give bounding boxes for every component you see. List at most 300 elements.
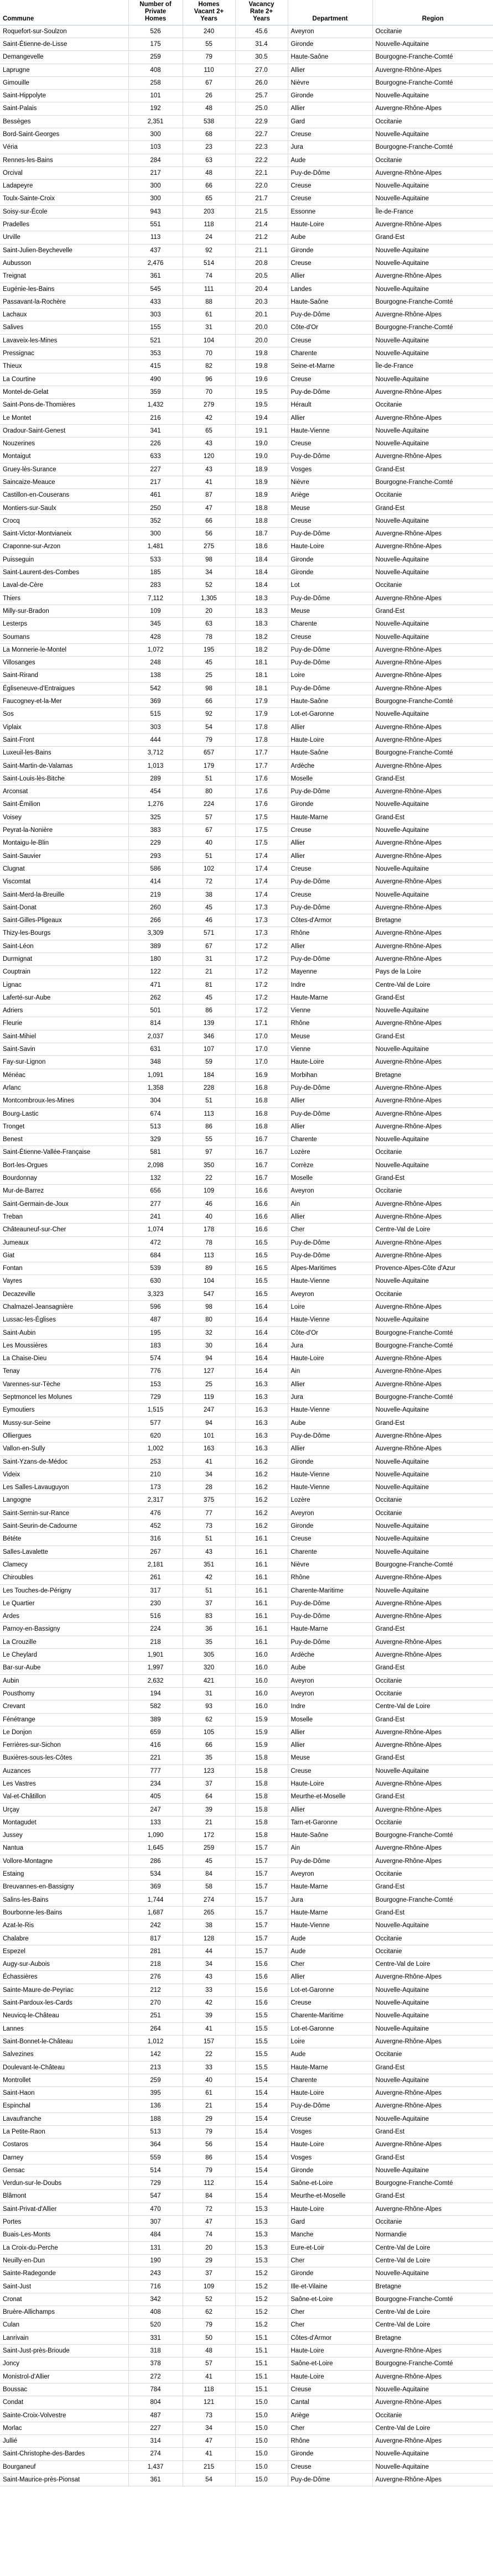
- cell-vacancy-rate[interactable]: 16.9: [235, 1069, 288, 1081]
- cell-private-homes[interactable]: 586: [128, 862, 183, 875]
- cell-vacancy-rate[interactable]: 16.1: [235, 1636, 288, 1648]
- table-row[interactable]: [0, 244, 493, 257]
- cell-region[interactable]: Centre-Val de Loire: [372, 2254, 493, 2267]
- cell-homes-vacant[interactable]: 59: [183, 1056, 235, 1069]
- table-row[interactable]: [0, 360, 493, 373]
- cell-department[interactable]: Puy-de-Dôme: [288, 901, 372, 914]
- cell-vacancy-rate[interactable]: 17.4: [235, 862, 288, 875]
- cell-commune[interactable]: Sainte-Croix-Volvestre: [0, 2409, 128, 2422]
- cell-commune[interactable]: Salins-les-Bains: [0, 1893, 128, 1906]
- cell-homes-vacant[interactable]: 74: [183, 270, 235, 283]
- cell-private-homes[interactable]: 490: [128, 373, 183, 386]
- table-row[interactable]: [0, 1700, 493, 1713]
- cell-vacancy-rate[interactable]: 18.2: [235, 631, 288, 643]
- cell-private-homes[interactable]: 221: [128, 1752, 183, 1765]
- table-row[interactable]: [0, 2112, 493, 2125]
- cell-region[interactable]: Bretagne: [372, 914, 493, 927]
- cell-region[interactable]: Auvergne-Rhône-Alpes: [372, 1803, 493, 1816]
- table-row[interactable]: [0, 1352, 493, 1365]
- cell-homes-vacant[interactable]: 63: [183, 154, 235, 166]
- cell-commune[interactable]: Chiroubles: [0, 1571, 128, 1584]
- table-row[interactable]: [0, 862, 493, 875]
- table-row[interactable]: [0, 2229, 493, 2241]
- table-row[interactable]: [0, 1906, 493, 1919]
- cell-commune[interactable]: Portes: [0, 2216, 128, 2229]
- cell-region[interactable]: Île-de-France: [372, 360, 493, 373]
- cell-region[interactable]: Nouvelle-Aquitaine: [372, 2074, 493, 2086]
- cell-region[interactable]: Nouvelle-Aquitaine: [372, 618, 493, 631]
- cell-private-homes[interactable]: 943: [128, 205, 183, 218]
- cell-region[interactable]: Bourgogne-Franche-Comté: [372, 1893, 493, 1906]
- column-header-vacancy-rate[interactable]: [235, 0, 288, 25]
- cell-commune[interactable]: Montagudet: [0, 1816, 128, 1829]
- table-row[interactable]: [0, 1326, 493, 1339]
- table-row[interactable]: [0, 1636, 493, 1648]
- cell-homes-vacant[interactable]: 66: [183, 514, 235, 527]
- cell-homes-vacant[interactable]: 45: [183, 1855, 235, 1867]
- cell-homes-vacant[interactable]: 61: [183, 309, 235, 321]
- cell-private-homes[interactable]: 361: [128, 270, 183, 283]
- cell-region[interactable]: Auvergne-Rhône-Alpes: [372, 1610, 493, 1623]
- cell-region[interactable]: Auvergne-Rhône-Alpes: [372, 953, 493, 965]
- cell-commune[interactable]: Égliseneuve-d'Entraigues: [0, 682, 128, 695]
- cell-private-homes[interactable]: 261: [128, 1571, 183, 1584]
- table-row[interactable]: [0, 1339, 493, 1352]
- cell-region[interactable]: Nouvelle-Aquitaine: [372, 244, 493, 257]
- cell-vacancy-rate[interactable]: 15.4: [235, 2151, 288, 2164]
- table-row[interactable]: [0, 991, 493, 1004]
- cell-private-homes[interactable]: 345: [128, 618, 183, 631]
- cell-homes-vacant[interactable]: 20: [183, 605, 235, 617]
- cell-region[interactable]: Grand-Est: [372, 502, 493, 514]
- cell-private-homes[interactable]: 266: [128, 914, 183, 927]
- cell-private-homes[interactable]: 101: [128, 90, 183, 102]
- cell-homes-vacant[interactable]: 65: [183, 192, 235, 205]
- cell-department[interactable]: Puy-de-Dôme: [288, 1081, 372, 1094]
- cell-commune[interactable]: La Monnerie-le-Montel: [0, 643, 128, 656]
- cell-commune[interactable]: Bourg-Lastic: [0, 1107, 128, 1120]
- cell-commune[interactable]: Saint-Martin-de-Valamas: [0, 759, 128, 772]
- cell-private-homes[interactable]: 342: [128, 2293, 183, 2306]
- cell-department[interactable]: Ain: [288, 1842, 372, 1855]
- cell-region[interactable]: Nouvelle-Aquitaine: [372, 1520, 493, 1533]
- cell-region[interactable]: Auvergne-Rhône-Alpes: [372, 102, 493, 115]
- cell-commune[interactable]: Saincaize-Meauce: [0, 476, 128, 489]
- table-row[interactable]: [0, 2409, 493, 2422]
- cell-department[interactable]: Haute-Saône: [288, 1829, 372, 1842]
- cell-vacancy-rate[interactable]: 18.7: [235, 528, 288, 540]
- cell-region[interactable]: Nouvelle-Aquitaine: [372, 1533, 493, 1545]
- cell-vacancy-rate[interactable]: 15.7: [235, 1893, 288, 1906]
- cell-region[interactable]: Occitanie: [372, 1494, 493, 1507]
- cell-homes-vacant[interactable]: 514: [183, 257, 235, 269]
- cell-vacancy-rate[interactable]: 15.5: [235, 2061, 288, 2074]
- table-row[interactable]: [0, 1210, 493, 1223]
- cell-department[interactable]: Vosges: [288, 463, 372, 476]
- cell-commune[interactable]: Lanrivain: [0, 2332, 128, 2344]
- cell-private-homes[interactable]: 487: [128, 1314, 183, 1326]
- cell-homes-vacant[interactable]: 101: [183, 1429, 235, 1442]
- table-row[interactable]: [0, 876, 493, 888]
- cell-vacancy-rate[interactable]: 16.4: [235, 1314, 288, 1326]
- cell-homes-vacant[interactable]: 42: [183, 1997, 235, 2010]
- cell-vacancy-rate[interactable]: 15.8: [235, 1803, 288, 1816]
- table-row[interactable]: [0, 1997, 493, 2010]
- cell-department[interactable]: Haute-Marne: [288, 811, 372, 824]
- cell-homes-vacant[interactable]: 45: [183, 991, 235, 1004]
- table-row[interactable]: [0, 2448, 493, 2460]
- cell-private-homes[interactable]: 577: [128, 1417, 183, 1429]
- cell-homes-vacant[interactable]: 73: [183, 1520, 235, 1533]
- cell-vacancy-rate[interactable]: 16.3: [235, 1404, 288, 1417]
- cell-homes-vacant[interactable]: 375: [183, 1494, 235, 1507]
- cell-private-homes[interactable]: 364: [128, 2138, 183, 2151]
- cell-vacancy-rate[interactable]: 20.0: [235, 321, 288, 334]
- cell-commune[interactable]: Ladapeyre: [0, 180, 128, 192]
- cell-homes-vacant[interactable]: 25: [183, 1378, 235, 1391]
- table-row[interactable]: [0, 1765, 493, 1777]
- cell-vacancy-rate[interactable]: 17.3: [235, 914, 288, 927]
- cell-homes-vacant[interactable]: 184: [183, 1069, 235, 1081]
- cell-homes-vacant[interactable]: 22: [183, 1172, 235, 1185]
- cell-vacancy-rate[interactable]: 31.4: [235, 38, 288, 50]
- cell-vacancy-rate[interactable]: 15.6: [235, 1971, 288, 1984]
- cell-region[interactable]: Auvergne-Rhône-Alpes: [372, 2370, 493, 2383]
- cell-commune[interactable]: Urville: [0, 231, 128, 244]
- cell-homes-vacant[interactable]: 104: [183, 334, 235, 347]
- cell-homes-vacant[interactable]: 56: [183, 2138, 235, 2151]
- cell-vacancy-rate[interactable]: 16.5: [235, 1249, 288, 1262]
- cell-department[interactable]: Charente-Maritime: [288, 1584, 372, 1597]
- cell-department[interactable]: Haute-Marne: [288, 1881, 372, 1893]
- cell-department[interactable]: Loire: [288, 669, 372, 682]
- cell-homes-vacant[interactable]: 119: [183, 1391, 235, 1404]
- cell-vacancy-rate[interactable]: 15.8: [235, 1816, 288, 1829]
- table-row[interactable]: [0, 270, 493, 283]
- cell-vacancy-rate[interactable]: 15.5: [235, 2035, 288, 2048]
- table-row[interactable]: [0, 1558, 493, 1571]
- table-row[interactable]: [0, 631, 493, 643]
- cell-homes-vacant[interactable]: 68: [183, 128, 235, 140]
- cell-commune[interactable]: Laval-de-Cère: [0, 579, 128, 592]
- cell-region[interactable]: Nouvelle-Aquitaine: [372, 2460, 493, 2473]
- cell-homes-vacant[interactable]: 86: [183, 2151, 235, 2164]
- cell-vacancy-rate[interactable]: 15.5: [235, 2022, 288, 2035]
- cell-commune[interactable]: Saint-Sauvier: [0, 850, 128, 862]
- cell-department[interactable]: Puy-de-Dôme: [288, 386, 372, 398]
- cell-vacancy-rate[interactable]: 18.8: [235, 502, 288, 514]
- cell-homes-vacant[interactable]: 81: [183, 979, 235, 991]
- table-row[interactable]: [0, 1107, 493, 1120]
- cell-homes-vacant[interactable]: 38: [183, 888, 235, 901]
- cell-department[interactable]: Puy-de-Dôme: [288, 309, 372, 321]
- cell-department[interactable]: Puy-de-Dôme: [288, 1636, 372, 1648]
- cell-region[interactable]: Centre-Val de Loire: [372, 1700, 493, 1713]
- cell-private-homes[interactable]: 1,687: [128, 1906, 183, 1919]
- cell-homes-vacant[interactable]: 54: [183, 2474, 235, 2486]
- cell-vacancy-rate[interactable]: 20.5: [235, 270, 288, 283]
- cell-commune[interactable]: Lesterps: [0, 618, 128, 631]
- table-row[interactable]: [0, 1971, 493, 1984]
- cell-department[interactable]: Haute-Loire: [288, 540, 372, 553]
- cell-department[interactable]: Haute-Vienne: [288, 1919, 372, 1932]
- cell-department[interactable]: Creuse: [288, 862, 372, 875]
- cell-private-homes[interactable]: 389: [128, 1713, 183, 1726]
- cell-department[interactable]: Aude: [288, 1945, 372, 1958]
- table-row[interactable]: [0, 1120, 493, 1133]
- cell-private-homes[interactable]: 461: [128, 489, 183, 502]
- cell-vacancy-rate[interactable]: 26.0: [235, 76, 288, 89]
- cell-region[interactable]: Nouvelle-Aquitaine: [372, 1043, 493, 1056]
- table-row[interactable]: [0, 1275, 493, 1288]
- cell-region[interactable]: Auvergne-Rhône-Alpes: [372, 1249, 493, 1262]
- cell-vacancy-rate[interactable]: 17.6: [235, 772, 288, 785]
- cell-homes-vacant[interactable]: 123: [183, 1765, 235, 1777]
- cell-department[interactable]: Rhône: [288, 2435, 372, 2448]
- table-row[interactable]: [0, 51, 493, 64]
- cell-commune[interactable]: Laprugne: [0, 64, 128, 76]
- cell-private-homes[interactable]: 2,098: [128, 1159, 183, 1172]
- cell-vacancy-rate[interactable]: 19.1: [235, 424, 288, 437]
- cell-homes-vacant[interactable]: 22: [183, 2048, 235, 2061]
- cell-department[interactable]: Puy-de-Dôme: [288, 528, 372, 540]
- cell-department[interactable]: Haute-Vienne: [288, 1404, 372, 1417]
- cell-commune[interactable]: Eymoutiers: [0, 1404, 128, 1417]
- cell-department[interactable]: Aveyron: [288, 1687, 372, 1700]
- cell-vacancy-rate[interactable]: 16.3: [235, 1378, 288, 1391]
- cell-private-homes[interactable]: 173: [128, 1481, 183, 1494]
- cell-vacancy-rate[interactable]: 16.8: [235, 1107, 288, 1120]
- cell-commune[interactable]: Thizy-les-Bourgs: [0, 927, 128, 940]
- cell-private-homes[interactable]: 122: [128, 966, 183, 979]
- cell-vacancy-rate[interactable]: 18.4: [235, 553, 288, 566]
- cell-homes-vacant[interactable]: 113: [183, 1249, 235, 1262]
- cell-department[interactable]: Allier: [288, 64, 372, 76]
- cell-homes-vacant[interactable]: 66: [183, 695, 235, 708]
- cell-homes-vacant[interactable]: 43: [183, 438, 235, 450]
- table-row[interactable]: [0, 669, 493, 682]
- cell-region[interactable]: Auvergne-Rhône-Alpes: [372, 2087, 493, 2100]
- cell-homes-vacant[interactable]: 21: [183, 1816, 235, 1829]
- cell-homes-vacant[interactable]: 89: [183, 1262, 235, 1275]
- cell-vacancy-rate[interactable]: 15.0: [235, 2448, 288, 2460]
- cell-private-homes[interactable]: 559: [128, 2151, 183, 2164]
- cell-commune[interactable]: Gimouille: [0, 76, 128, 89]
- cell-homes-vacant[interactable]: 39: [183, 1803, 235, 1816]
- table-row[interactable]: [0, 502, 493, 514]
- table-row[interactable]: [0, 2435, 493, 2448]
- cell-region[interactable]: Occitanie: [372, 1146, 493, 1159]
- cell-region[interactable]: Nouvelle-Aquitaine: [372, 1159, 493, 1172]
- cell-commune[interactable]: Lachaux: [0, 309, 128, 321]
- cell-homes-vacant[interactable]: 67: [183, 76, 235, 89]
- cell-department[interactable]: Moselle: [288, 1713, 372, 1726]
- cell-region[interactable]: Auvergne-Rhône-Alpes: [372, 1301, 493, 1314]
- cell-department[interactable]: Haute-Loire: [288, 218, 372, 231]
- cell-region[interactable]: Nouvelle-Aquitaine: [372, 192, 493, 205]
- cell-vacancy-rate[interactable]: 16.0: [235, 1687, 288, 1700]
- cell-homes-vacant[interactable]: 203: [183, 205, 235, 218]
- table-row[interactable]: [0, 1649, 493, 1662]
- cell-private-homes[interactable]: 103: [128, 141, 183, 154]
- cell-homes-vacant[interactable]: 56: [183, 528, 235, 540]
- cell-commune[interactable]: Les Moussières: [0, 1339, 128, 1352]
- cell-homes-vacant[interactable]: 43: [183, 1545, 235, 1558]
- cell-region[interactable]: Nouvelle-Aquitaine: [372, 1275, 493, 1288]
- cell-vacancy-rate[interactable]: 16.2: [235, 1494, 288, 1507]
- cell-vacancy-rate[interactable]: 15.9: [235, 1713, 288, 1726]
- table-row[interactable]: [0, 553, 493, 566]
- cell-region[interactable]: Bourgogne-Franche-Comté: [372, 1391, 493, 1404]
- cell-department[interactable]: Charente: [288, 1545, 372, 1558]
- cell-vacancy-rate[interactable]: 25.7: [235, 90, 288, 102]
- cell-homes-vacant[interactable]: 274: [183, 1893, 235, 1906]
- cell-homes-vacant[interactable]: 57: [183, 811, 235, 824]
- cell-department[interactable]: Rhône: [288, 1017, 372, 1030]
- cell-commune[interactable]: Espezel: [0, 1945, 128, 1958]
- cell-vacancy-rate[interactable]: 15.4: [235, 2177, 288, 2190]
- cell-homes-vacant[interactable]: 32: [183, 1326, 235, 1339]
- cell-private-homes[interactable]: 259: [128, 2074, 183, 2086]
- cell-private-homes[interactable]: 501: [128, 1005, 183, 1017]
- cell-department[interactable]: Landes: [288, 283, 372, 295]
- cell-department[interactable]: Moselle: [288, 1172, 372, 1185]
- table-row[interactable]: [0, 824, 493, 837]
- cell-vacancy-rate[interactable]: 17.3: [235, 901, 288, 914]
- cell-homes-vacant[interactable]: 78: [183, 631, 235, 643]
- cell-vacancy-rate[interactable]: 15.2: [235, 2306, 288, 2319]
- cell-department[interactable]: Allier: [288, 412, 372, 424]
- cell-department[interactable]: Haute-Saône: [288, 747, 372, 759]
- cell-region[interactable]: Occitanie: [372, 1288, 493, 1300]
- cell-department[interactable]: Ardèche: [288, 1649, 372, 1662]
- cell-department[interactable]: Cher: [288, 1224, 372, 1236]
- cell-homes-vacant[interactable]: 30: [183, 1339, 235, 1352]
- table-row[interactable]: [0, 901, 493, 914]
- cell-vacancy-rate[interactable]: 16.5: [235, 1288, 288, 1300]
- cell-homes-vacant[interactable]: 61: [183, 2087, 235, 2100]
- cell-private-homes[interactable]: 437: [128, 244, 183, 257]
- cell-homes-vacant[interactable]: 41: [183, 1455, 235, 1468]
- cell-private-homes[interactable]: 188: [128, 2112, 183, 2125]
- cell-department[interactable]: Puy-de-Dôme: [288, 953, 372, 965]
- table-row[interactable]: [0, 2293, 493, 2306]
- cell-vacancy-rate[interactable]: 15.3: [235, 2229, 288, 2241]
- cell-region[interactable]: Centre-Val de Loire: [372, 1958, 493, 1971]
- cell-department[interactable]: Creuse: [288, 192, 372, 205]
- cell-vacancy-rate[interactable]: 22.7: [235, 128, 288, 140]
- cell-private-homes[interactable]: 284: [128, 154, 183, 166]
- cell-region[interactable]: Auvergne-Rhône-Alpes: [372, 64, 493, 76]
- cell-homes-vacant[interactable]: 42: [183, 1571, 235, 1584]
- cell-homes-vacant[interactable]: 215: [183, 2460, 235, 2473]
- column-header-department[interactable]: [288, 0, 372, 25]
- cell-commune[interactable]: Espinchal: [0, 2100, 128, 2112]
- cell-commune[interactable]: Saint-Seurin-de-Cadourne: [0, 1520, 128, 1533]
- cell-homes-vacant[interactable]: 94: [183, 1352, 235, 1365]
- table-row[interactable]: [0, 2280, 493, 2293]
- cell-vacancy-rate[interactable]: 17.2: [235, 1005, 288, 1017]
- cell-vacancy-rate[interactable]: 21.1: [235, 244, 288, 257]
- cell-homes-vacant[interactable]: 37: [183, 1777, 235, 1790]
- table-row[interactable]: [0, 1262, 493, 1275]
- table-row[interactable]: [0, 785, 493, 798]
- cell-department[interactable]: Puy-de-Dôme: [288, 643, 372, 656]
- cell-region[interactable]: Auvergne-Rhône-Alpes: [372, 682, 493, 695]
- cell-region[interactable]: Nouvelle-Aquitaine: [372, 438, 493, 450]
- cell-region[interactable]: Nouvelle-Aquitaine: [372, 1005, 493, 1017]
- table-row[interactable]: [0, 38, 493, 50]
- cell-homes-vacant[interactable]: 58: [183, 1881, 235, 1893]
- cell-department[interactable]: Creuse: [288, 2460, 372, 2473]
- table-row[interactable]: [0, 1378, 493, 1391]
- cell-vacancy-rate[interactable]: 15.7: [235, 1906, 288, 1919]
- cell-department[interactable]: Morbihan: [288, 1069, 372, 1081]
- cell-vacancy-rate[interactable]: 15.5: [235, 2048, 288, 2061]
- cell-commune[interactable]: Laferté-sur-Aube: [0, 991, 128, 1004]
- cell-homes-vacant[interactable]: 178: [183, 1224, 235, 1236]
- cell-commune[interactable]: Bessèges: [0, 115, 128, 128]
- table-row[interactable]: [0, 1443, 493, 1455]
- cell-department[interactable]: Allier: [288, 1443, 372, 1455]
- table-row[interactable]: [0, 2306, 493, 2319]
- cell-homes-vacant[interactable]: 34: [183, 1958, 235, 1971]
- cell-vacancy-rate[interactable]: 17.0: [235, 1056, 288, 1069]
- cell-vacancy-rate[interactable]: 16.2: [235, 1507, 288, 1519]
- table-row[interactable]: [0, 1584, 493, 1597]
- cell-vacancy-rate[interactable]: 15.7: [235, 1868, 288, 1881]
- table-row[interactable]: [0, 1198, 493, 1210]
- cell-department[interactable]: Aube: [288, 1662, 372, 1674]
- cell-region[interactable]: Nouvelle-Aquitaine: [372, 1455, 493, 1468]
- cell-vacancy-rate[interactable]: 15.0: [235, 2435, 288, 2448]
- cell-commune[interactable]: Bar-sur-Aube: [0, 1662, 128, 1674]
- cell-vacancy-rate[interactable]: 16.5: [235, 1275, 288, 1288]
- table-row[interactable]: [0, 837, 493, 850]
- table-row[interactable]: [0, 1005, 493, 1017]
- cell-homes-vacant[interactable]: 37: [183, 2267, 235, 2280]
- table-row[interactable]: [0, 2151, 493, 2164]
- cell-department[interactable]: Haute-Vienne: [288, 1275, 372, 1288]
- cell-private-homes[interactable]: 389: [128, 940, 183, 953]
- cell-commune[interactable]: Verdun-sur-le-Doubs: [0, 2177, 128, 2190]
- cell-department[interactable]: Cher: [288, 2306, 372, 2319]
- cell-department[interactable]: Haute-Loire: [288, 1352, 372, 1365]
- cell-private-homes[interactable]: 133: [128, 1816, 183, 1829]
- cell-department[interactable]: Essonne: [288, 205, 372, 218]
- cell-private-homes[interactable]: 277: [128, 1198, 183, 1210]
- cell-commune[interactable]: Treban: [0, 1210, 128, 1223]
- cell-commune[interactable]: Nouzerines: [0, 438, 128, 450]
- table-row[interactable]: [0, 1791, 493, 1803]
- cell-homes-vacant[interactable]: 35: [183, 1636, 235, 1648]
- cell-commune[interactable]: Pressignac: [0, 347, 128, 360]
- cell-commune[interactable]: Saint-Privat-d'Allier: [0, 2203, 128, 2215]
- cell-commune[interactable]: Neuilly-en-Dun: [0, 2254, 128, 2267]
- cell-commune[interactable]: Milly-sur-Bradon: [0, 605, 128, 617]
- cell-department[interactable]: Haute-Saône: [288, 695, 372, 708]
- cell-vacancy-rate[interactable]: 17.2: [235, 953, 288, 965]
- cell-private-homes[interactable]: 3,323: [128, 1288, 183, 1300]
- table-row[interactable]: [0, 309, 493, 321]
- cell-vacancy-rate[interactable]: 16.2: [235, 1481, 288, 1494]
- cell-region[interactable]: Bourgogne-Franche-Comté: [372, 695, 493, 708]
- cell-homes-vacant[interactable]: 23: [183, 141, 235, 154]
- cell-homes-vacant[interactable]: 72: [183, 2203, 235, 2215]
- cell-homes-vacant[interactable]: 305: [183, 1649, 235, 1662]
- table-row[interactable]: [0, 115, 493, 128]
- cell-department[interactable]: Allier: [288, 1739, 372, 1752]
